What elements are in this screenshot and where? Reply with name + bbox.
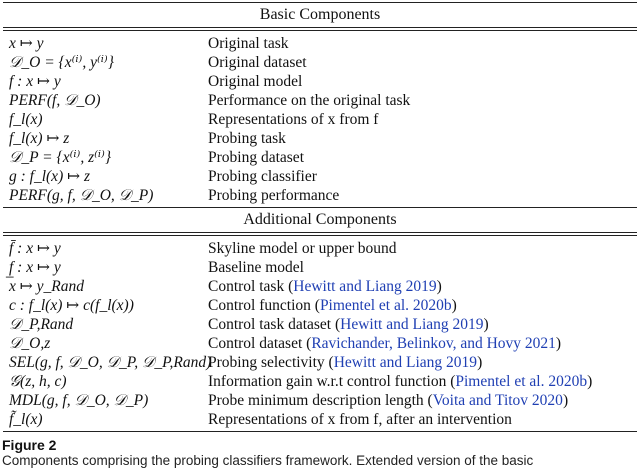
figure-caption — [2, 437, 533, 469]
description-cell — [206, 372, 637, 391]
table-row — [3, 186, 637, 205]
notation-cell: f_l(x) ↦ z — [9, 130, 70, 147]
description-cell — [206, 296, 637, 315]
section-title-additional: Additional Components — [243, 211, 397, 228]
additional-components-rows — [3, 236, 637, 431]
description-cell — [206, 315, 637, 334]
citation-link[interactable]: Pimentel et al. 2020b — [455, 373, 588, 390]
notation-cell: g : f_l(x) ↦ z — [9, 168, 90, 185]
citation-link[interactable]: Hewitt and Liang 2019 — [293, 278, 437, 295]
notation-cell: f̃_l(x) — [9, 411, 43, 428]
description-cell — [206, 148, 637, 167]
notation-cell: f̲ : x ↦ y — [9, 259, 61, 276]
table-row — [3, 258, 637, 277]
description-text: Control task dataset ( — [208, 316, 341, 333]
table-row — [3, 53, 637, 72]
notation-cell: 𝒟_P,Rand — [9, 316, 74, 333]
table-row — [3, 72, 637, 91]
closing-paren: ) — [451, 297, 457, 314]
description-cell — [206, 239, 637, 258]
description-cell — [206, 110, 637, 129]
description-cell — [206, 53, 637, 72]
description-cell — [206, 129, 637, 148]
description-cell — [206, 277, 637, 296]
description-text: Probing performance — [208, 187, 340, 204]
table-row — [3, 410, 637, 429]
description-text: Original dataset — [208, 54, 307, 71]
notation-cell: x ↦ y — [9, 35, 44, 52]
closing-paren: ) — [477, 354, 483, 371]
description-text: Probing task — [208, 130, 286, 147]
description-text: Information gain w.r.t control function ( — [208, 373, 456, 390]
notation-cell: f_l(x) — [9, 111, 43, 128]
table-row — [3, 110, 637, 129]
notation-cell: f : x ↦ y — [9, 73, 61, 90]
closing-paren: ) — [587, 373, 593, 390]
notation-cell: 𝒢(z, h, c) — [9, 373, 67, 390]
notation-cell: 𝒟_P = {x⁽ⁱ⁾, z⁽ⁱ⁾} — [9, 149, 112, 166]
table-row — [3, 277, 637, 296]
closing-paren: ) — [555, 335, 562, 352]
table-row — [3, 129, 637, 148]
closing-paren: ) — [436, 278, 442, 295]
description-text: Representations of x from f, after an intervention — [208, 411, 512, 428]
description-text: Probing classifier — [208, 168, 317, 185]
table-row — [3, 372, 637, 391]
description-cell — [206, 410, 637, 429]
table-row — [3, 296, 637, 315]
citation-link[interactable]: Hewitt and Liang 2019 — [333, 354, 478, 371]
description-cell — [206, 91, 637, 110]
description-cell — [206, 334, 637, 353]
table-row — [3, 391, 637, 410]
description-text: Probing selectivity ( — [208, 354, 334, 371]
description-cell — [206, 186, 637, 205]
closing-paren: ) — [562, 392, 569, 409]
description-text: Original task — [208, 35, 289, 52]
description-cell — [206, 72, 637, 91]
citation-link[interactable]: Voita and Titov 2020 — [432, 392, 563, 409]
notation-cell: SEL(g, f, 𝒟_O, 𝒟_P, 𝒟_P,Rand) — [9, 354, 212, 371]
components-table — [3, 2, 637, 432]
section-title-basic: Basic Components — [259, 6, 381, 23]
table-row — [3, 91, 637, 110]
closing-paren: ) — [483, 316, 489, 333]
notation-cell: 𝒟_O,z — [9, 335, 51, 352]
table-row — [3, 353, 637, 372]
notation-cell: x ↦ y_Rand — [9, 278, 84, 295]
notation-cell: c : f_l(x) ↦ c(f_l(x)) — [9, 297, 134, 314]
notation-cell: 𝒟_O = {x⁽ⁱ⁾, y⁽ⁱ⁾} — [9, 54, 114, 71]
bottom-rule — [3, 431, 637, 432]
table-row — [3, 167, 637, 186]
description-text: Control task ( — [208, 278, 294, 295]
table-row — [3, 239, 637, 258]
description-text: Performance on the original task — [208, 92, 411, 109]
citation-link[interactable]: Pimentel et al. 2020b — [319, 297, 452, 314]
description-cell — [206, 167, 637, 186]
description-text: Original model — [208, 73, 303, 90]
description-text: Probe minimum description length ( — [208, 392, 433, 409]
table-row — [3, 34, 637, 53]
description-cell — [206, 34, 637, 53]
notation-cell: f̄ : x ↦ y — [9, 240, 61, 257]
description-text: Control function ( — [208, 297, 320, 314]
notation-cell: PERF(g, f, 𝒟_O, 𝒟_P) — [9, 187, 154, 204]
notation-cell: PERF(f, 𝒟_O) — [9, 92, 101, 109]
citation-link[interactable]: Ravichander, Belinkov, and Hovy 2021 — [311, 335, 556, 352]
caption-text: Components comprising the probing classifiers framework. Extended version of the basic — [2, 453, 534, 468]
citation-link[interactable]: Hewitt and Liang 2019 — [340, 316, 484, 333]
description-cell — [206, 258, 637, 277]
description-text: Skyline model or upper bound — [208, 240, 397, 257]
description-text: Baseline model — [208, 259, 304, 276]
description-text: Probing dataset — [208, 149, 304, 166]
table-row — [3, 334, 637, 353]
table-row — [3, 148, 637, 167]
caption-label: Figure 2 — [2, 437, 57, 453]
notation-cell: MDL(g, f, 𝒟_O, 𝒟_P) — [9, 392, 149, 409]
description-cell — [206, 353, 637, 372]
description-text: Control dataset ( — [208, 335, 312, 352]
basic-components-rows — [3, 31, 637, 207]
description-text: Representations of x from f — [208, 111, 379, 128]
table-row — [3, 315, 637, 334]
description-cell — [206, 391, 637, 410]
